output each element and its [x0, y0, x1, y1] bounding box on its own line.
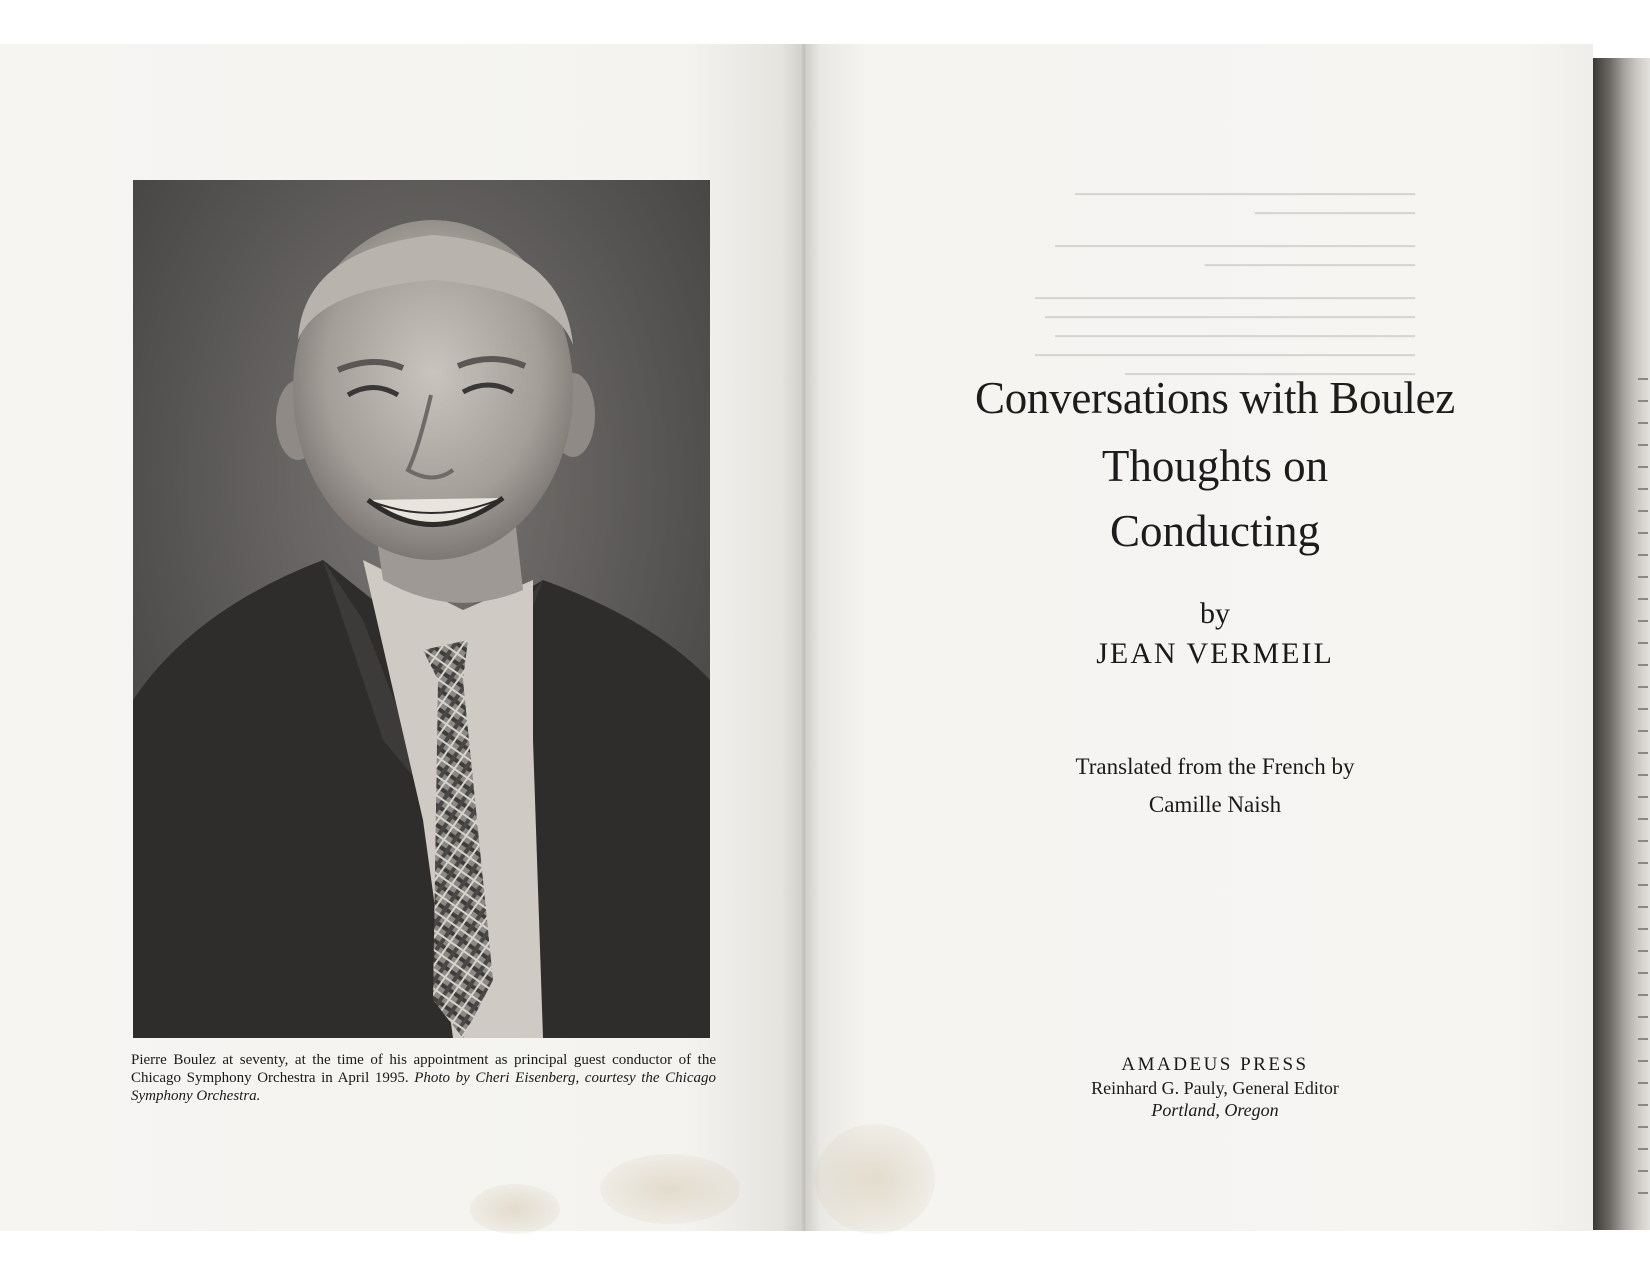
author-name: JEAN VERMEIL: [1096, 637, 1334, 670]
page-edge-tick: [1638, 378, 1648, 380]
page-edge-tick: [1638, 620, 1648, 622]
page-edge-tick: [1638, 1170, 1648, 1172]
page-edge-tick: [1638, 642, 1648, 644]
page-edge-tick: [1638, 686, 1648, 688]
show-through-text: ▁▁▁▁▁▁▁▁▁▁▁▁▁▁▁▁▁▁▁▁▁▁▁▁▁▁▁▁▁▁▁▁▁▁ ▁▁▁▁▁▁▁▁▁▁▁▁▁▁▁▁ ▁▁▁▁▁▁▁▁▁▁▁▁▁▁▁▁▁▁▁▁▁▁▁▁▁▁▁▁▁▁▁▁▁▁▁▁ ▁▁▁▁▁▁▁▁▁▁▁▁▁▁▁▁▁▁▁▁▁ ▁▁▁▁▁▁▁▁▁▁▁▁▁▁▁▁▁▁▁▁▁▁▁▁▁▁▁▁▁▁▁▁▁▁▁▁▁▁ ▁▁▁▁▁▁▁▁▁▁▁▁▁▁▁▁▁▁▁▁▁▁▁▁▁▁▁▁▁▁▁▁▁▁▁▁▁ ▁▁▁▁▁▁▁▁▁▁▁▁▁▁▁▁▁▁▁▁▁▁▁▁▁▁▁▁▁▁▁▁▁▁▁▁ ▁▁▁▁▁▁▁▁▁▁▁▁▁▁▁▁▁▁▁▁▁▁▁▁▁▁▁▁▁▁▁▁▁▁▁▁▁▁ ▁▁▁▁▁▁▁▁▁▁▁▁▁▁▁▁▁▁▁▁▁▁▁▁▁▁▁▁▁: [1035, 180, 1415, 375]
paper-stain: [815, 1124, 935, 1234]
caption-text: Pierre Boulez at seventy, at the time of his appointment as principal guest conductor of the Chicago Symphony Orchestra in April 1995.: [131, 1052, 716, 1086]
page-edge-tick: [1638, 774, 1648, 776]
page-edge-tick: [1638, 1060, 1648, 1062]
page-edge-tick: [1638, 884, 1648, 886]
translator-name: Camille Naish: [1148, 792, 1282, 817]
page-edge-tick: [1638, 444, 1648, 446]
page-edge-tick: [1638, 664, 1648, 666]
page-edge-tick: [1638, 1148, 1648, 1150]
page-edge-tick: [1638, 906, 1648, 908]
page-edge-tick: [1638, 554, 1648, 556]
page-edge-tick: [1638, 576, 1648, 578]
by-line: by: [1200, 597, 1230, 630]
page-edge-tick: [1638, 598, 1648, 600]
page-edge-tick: [1638, 950, 1648, 952]
page-edge-tick: [1638, 818, 1648, 820]
photo-caption: [131, 1051, 716, 1105]
page-edge-tick: [1638, 1082, 1648, 1084]
page-edge-tick: [1638, 708, 1648, 710]
book-page-edge: [1593, 58, 1650, 1230]
page-edge-tick: [1638, 1104, 1648, 1106]
book-subtitle-line-2: Conducting: [1110, 506, 1320, 556]
book-title: Conversations with Boulez: [975, 373, 1455, 423]
page-edge-tick: [1638, 972, 1648, 974]
page-edge-tick: [1638, 752, 1648, 754]
page-edge-tick: [1638, 532, 1648, 534]
caption-credit: Photo by Cheri Eisenberg, courtesy the Chicago Symphony Orchestra.: [131, 1070, 716, 1104]
page-edge-tick: [1638, 994, 1648, 996]
general-editor: Reinhard G. Pauly, General Editor: [1091, 1078, 1339, 1098]
page-edge-tick: [1638, 862, 1648, 864]
publisher-name: AMADEUS PRESS: [1121, 1054, 1309, 1075]
portrait-photo: [133, 180, 710, 1038]
page-edge-tick: [1638, 400, 1648, 402]
book-subtitle-line-1: Thoughts on: [1101, 441, 1329, 491]
page-edge-tick: [1638, 466, 1648, 468]
page-edge-tick: [1638, 1126, 1648, 1128]
paper-stain: [600, 1154, 740, 1224]
page-edge-tick: [1638, 1038, 1648, 1040]
page-edge-tick: [1638, 730, 1648, 732]
page-edge-tick: [1638, 422, 1648, 424]
page-edge-tick: [1638, 928, 1648, 930]
page-edge-tick: [1638, 796, 1648, 798]
paper-stain: [470, 1184, 560, 1234]
page-edge-tick: [1638, 510, 1648, 512]
portrait-photo-image: [133, 180, 710, 1038]
translated-from-line: Translated from the French by: [1075, 754, 1355, 779]
page-edge-tick: [1638, 840, 1648, 842]
page-edge-tick: [1638, 488, 1648, 490]
page-edge-tick: [1638, 1016, 1648, 1018]
page-edge-tick: [1638, 1192, 1648, 1194]
publisher-place: Portland, Oregon: [1151, 1100, 1279, 1120]
